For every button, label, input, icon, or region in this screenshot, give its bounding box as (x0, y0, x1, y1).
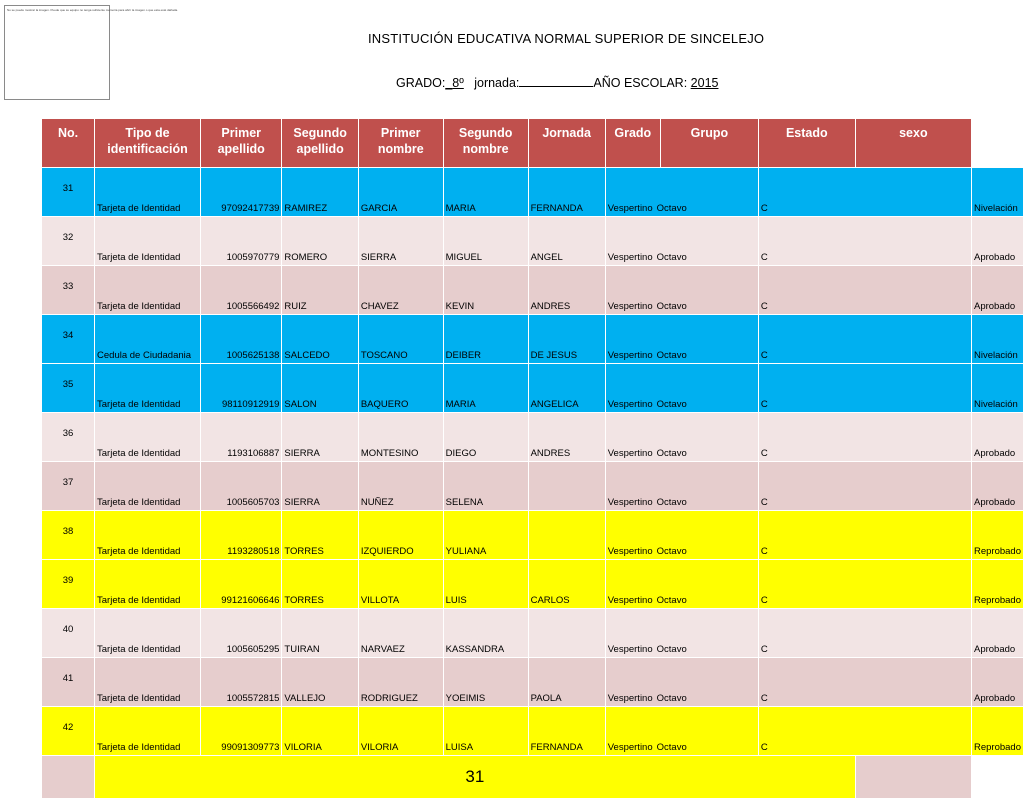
cell-jornada-grado (605, 217, 758, 266)
cell-estado: Nivelación (971, 168, 1023, 217)
jornada-label: jornada: (474, 76, 520, 90)
cell-no: 32 (42, 217, 95, 266)
grade-line (396, 75, 718, 90)
cell-grupo-text: C (760, 742, 768, 753)
cell-jornada-grado (605, 315, 758, 364)
cell-grupo (758, 658, 971, 707)
cell-no: 34 (42, 315, 95, 364)
col-header-jornada: Jornada (528, 119, 605, 168)
cell-estado: Reprobado (971, 707, 1023, 756)
cell-primer-apellido: VILORIA (282, 707, 358, 756)
cell-jornada-grado (605, 462, 758, 511)
cell-grupo-text: C (760, 693, 768, 704)
col-header-estado: Estado (758, 119, 855, 168)
institution-title: INSTITUCIÓN EDUCATIVA NORMAL SUPERIOR DE SINCELEJO (368, 31, 765, 46)
cell-segundo-nombre: PAOLA (528, 658, 605, 707)
cell-no: 39 (42, 560, 95, 609)
cell-tipo: Tarjeta de Identidad (95, 658, 201, 707)
cell-grupo (758, 315, 971, 364)
cell-id: 1005970779 (201, 217, 282, 266)
cell-primer-nombre: YOEIMIS (443, 658, 528, 707)
cell-primer-nombre: MARIA (443, 364, 528, 413)
col-header-grupo: Grupo (660, 119, 758, 168)
cell-grupo-text: C (760, 252, 768, 263)
table-row (42, 364, 1024, 413)
cell-no: 41 (42, 658, 95, 707)
cell-segundo-apellido: SIERRA (358, 217, 443, 266)
cell-id: 1005605703 (201, 462, 282, 511)
cell-primer-nombre: YULIANA (443, 511, 528, 560)
cell-primer-apellido: TORRES (282, 511, 358, 560)
cell-no: 42 (42, 707, 95, 756)
cell-jornada-grado (605, 609, 758, 658)
cell-tipo: Tarjeta de Identidad (95, 168, 201, 217)
cell-segundo-apellido: NARVAEZ (358, 609, 443, 658)
cell-grupo-text: C (760, 399, 768, 410)
cell-jornada: Vespertino (607, 399, 653, 410)
cell-tipo: Tarjeta de Identidad (95, 462, 201, 511)
cell-estado: Nivelación (971, 364, 1023, 413)
cell-grupo-text: C (760, 203, 768, 214)
cell-id: 1193280518 (201, 511, 282, 560)
cell-grupo-text: C (760, 497, 768, 508)
cell-jornada: Vespertino (607, 203, 653, 214)
cell-primer-nombre: KEVIN (443, 266, 528, 315)
cell-id: 97092417739 (201, 168, 282, 217)
cell-grado: Octavo (656, 203, 687, 214)
cell-grado: Octavo (656, 497, 687, 508)
cell-jornada: Vespertino (607, 595, 653, 606)
cell-grupo-text: C (760, 301, 768, 312)
cell-grupo-text: C (760, 644, 768, 655)
cell-primer-nombre: MIGUEL (443, 217, 528, 266)
cell-grupo (758, 560, 971, 609)
cell-segundo-apellido: TOSCANO (358, 315, 443, 364)
cell-grupo (758, 707, 971, 756)
table-row (42, 609, 1024, 658)
broken-image-text: No se puede mostrar la imagen. Puede que su equipo no tenga suficiente memoria para abrir la imagen o que esta esté dañada. (7, 8, 178, 12)
cell-jornada-grado (605, 266, 758, 315)
cell-jornada-grado (605, 168, 758, 217)
cell-segundo-nombre: DE JESUS (528, 315, 605, 364)
cell-id: 98110912919 (201, 364, 282, 413)
cell-primer-nombre: LUIS (443, 560, 528, 609)
cell-grupo (758, 217, 971, 266)
cell-segundo-nombre: CARLOS (528, 560, 605, 609)
cell-estado: Aprobado (971, 217, 1023, 266)
cell-grupo (758, 266, 971, 315)
cell-primer-apellido: TUIRAN (282, 609, 358, 658)
cell-segundo-apellido: IZQUIERDO (358, 511, 443, 560)
cell-grado: Octavo (656, 399, 687, 410)
cell-segundo-nombre: FERNANDA (528, 707, 605, 756)
student-table (41, 118, 1024, 799)
cell-jornada-grado (605, 364, 758, 413)
cell-grupo-text: C (760, 595, 768, 606)
cell-id: 1193106887 (201, 413, 282, 462)
cell-primer-apellido: SIERRA (282, 462, 358, 511)
cell-estado: Nivelación (971, 315, 1023, 364)
cell-no: 37 (42, 462, 95, 511)
cell-primer-nombre: DIEGO (443, 413, 528, 462)
cell-segundo-apellido: NUÑEZ (358, 462, 443, 511)
cell-id: 1005566492 (201, 266, 282, 315)
cell-tipo: Tarjeta de Identidad (95, 707, 201, 756)
cell-primer-apellido: VALLEJO (282, 658, 358, 707)
cell-id: 1005572815 (201, 658, 282, 707)
cell-primer-nombre: DEIBER (443, 315, 528, 364)
cell-no: 31 (42, 168, 95, 217)
cell-primer-nombre: KASSANDRA (443, 609, 528, 658)
cell-segundo-apellido: RODRIGUEZ (358, 658, 443, 707)
cell-no: 36 (42, 413, 95, 462)
cell-tipo: Tarjeta de Identidad (95, 560, 201, 609)
cell-primer-apellido: SALCEDO (282, 315, 358, 364)
cell-grupo (758, 511, 971, 560)
cell-jornada: Vespertino (607, 497, 653, 508)
table-row (42, 511, 1024, 560)
cell-jornada-grado (605, 707, 758, 756)
cell-segundo-apellido: CHAVEZ (358, 266, 443, 315)
cell-tipo: Tarjeta de Identidad (95, 364, 201, 413)
cell-grado: Octavo (656, 693, 687, 704)
grade-label: GRADO: (396, 76, 446, 90)
total-left-cell (42, 756, 95, 799)
year-label: AÑO ESCOLAR: (593, 76, 688, 90)
table-row (42, 560, 1024, 609)
cell-grado: Octavo (656, 546, 687, 557)
col-header-primer-apellido: Primer apellido (201, 119, 282, 168)
cell-segundo-apellido: VILLOTA (358, 560, 443, 609)
cell-no: 33 (42, 266, 95, 315)
table-row (42, 707, 1024, 756)
table-row (42, 462, 1024, 511)
cell-tipo: Tarjeta de Identidad (95, 609, 201, 658)
col-header-primer-nombre: Primer nombre (358, 119, 443, 168)
cell-jornada: Vespertino (607, 742, 653, 753)
cell-estado: Reprobado (971, 511, 1023, 560)
col-header-grado: Grado (605, 119, 660, 168)
cell-id: 1005625138 (201, 315, 282, 364)
table-header-row (42, 119, 1024, 168)
cell-segundo-nombre (528, 511, 605, 560)
cell-segundo-nombre (528, 462, 605, 511)
cell-grado: Octavo (656, 742, 687, 753)
cell-no: 40 (42, 609, 95, 658)
cell-tipo: Tarjeta de Identidad (95, 511, 201, 560)
cell-estado: Aprobado (971, 266, 1023, 315)
cell-jornada: Vespertino (607, 448, 653, 459)
col-header-tipo: Tipo de identificación (95, 119, 201, 168)
table-row (42, 658, 1024, 707)
cell-primer-apellido: SALON (282, 364, 358, 413)
table-row (42, 266, 1024, 315)
cell-grado: Octavo (656, 595, 687, 606)
cell-estado: Aprobado (971, 462, 1023, 511)
year-value: 2015 (690, 76, 719, 90)
cell-grado: Octavo (656, 350, 687, 361)
col-header-segundo-apellido: Segundo apellido (282, 119, 358, 168)
logo-placeholder-image (4, 5, 178, 100)
cell-segundo-nombre: ANDRES (528, 266, 605, 315)
cell-grupo (758, 609, 971, 658)
total-row (42, 756, 1024, 799)
cell-segundo-nombre: ANDRES (528, 413, 605, 462)
cell-segundo-nombre: FERNANDA (528, 168, 605, 217)
cell-tipo: Tarjeta de Identidad (95, 413, 201, 462)
cell-grupo (758, 364, 971, 413)
cell-no: 38 (42, 511, 95, 560)
cell-jornada: Vespertino (607, 644, 653, 655)
cell-primer-nombre: MARIA (443, 168, 528, 217)
col-header-sexo: sexo (855, 119, 971, 168)
table-row (42, 315, 1024, 364)
cell-grupo (758, 462, 971, 511)
cell-segundo-apellido: VILORIA (358, 707, 443, 756)
cell-grupo-text: C (760, 350, 768, 361)
cell-grado: Octavo (656, 644, 687, 655)
cell-jornada-grado (605, 413, 758, 462)
cell-segundo-nombre (528, 609, 605, 658)
cell-primer-apellido: TORRES (282, 560, 358, 609)
cell-grado: Octavo (656, 448, 687, 459)
cell-estado: Aprobado (971, 413, 1023, 462)
cell-grado: Octavo (656, 301, 687, 312)
cell-grupo-text: C (760, 546, 768, 557)
cell-grupo (758, 413, 971, 462)
cell-segundo-apellido: BAQUERO (358, 364, 443, 413)
cell-estado: Reprobado (971, 560, 1023, 609)
cell-segundo-apellido: MONTESINO (358, 413, 443, 462)
col-header-segundo-nombre: Segundo nombre (443, 119, 528, 168)
cell-grupo (758, 168, 971, 217)
table-row (42, 413, 1024, 462)
cell-jornada: Vespertino (607, 693, 653, 704)
cell-jornada: Vespertino (607, 546, 653, 557)
col-header-no: No. (42, 119, 95, 168)
cell-estado: Aprobado (971, 609, 1023, 658)
cell-jornada: Vespertino (607, 350, 653, 361)
jornada-blank (519, 75, 593, 87)
cell-grupo-text: C (760, 448, 768, 459)
cell-grado: Octavo (656, 252, 687, 263)
cell-jornada-grado (605, 511, 758, 560)
cell-tipo: Cedula de Ciudadania (95, 315, 201, 364)
cell-primer-nombre: LUISA (443, 707, 528, 756)
grade-value: _8º (445, 76, 464, 90)
cell-id: 99121606646 (201, 560, 282, 609)
cell-primer-apellido: ROMERO (282, 217, 358, 266)
total-count: 31 (95, 756, 856, 799)
cell-no: 35 (42, 364, 95, 413)
cell-jornada-grado (605, 658, 758, 707)
table-row (42, 217, 1024, 266)
cell-tipo: Tarjeta de Identidad (95, 266, 201, 315)
cell-jornada: Vespertino (607, 301, 653, 312)
cell-primer-apellido: RAMIREZ (282, 168, 358, 217)
cell-jornada: Vespertino (607, 252, 653, 263)
cell-estado: Aprobado (971, 658, 1023, 707)
cell-segundo-nombre: ANGELICA (528, 364, 605, 413)
cell-jornada-grado (605, 560, 758, 609)
table-row (42, 168, 1024, 217)
cell-primer-apellido: SIERRA (282, 413, 358, 462)
total-right-cell (855, 756, 971, 799)
cell-id: 1005605295 (201, 609, 282, 658)
cell-segundo-apellido: GARCIA (358, 168, 443, 217)
cell-primer-apellido: RUIZ (282, 266, 358, 315)
cell-segundo-nombre: ANGEL (528, 217, 605, 266)
cell-id: 99091309773 (201, 707, 282, 756)
cell-primer-nombre: SELENA (443, 462, 528, 511)
cell-tipo: Tarjeta de Identidad (95, 217, 201, 266)
